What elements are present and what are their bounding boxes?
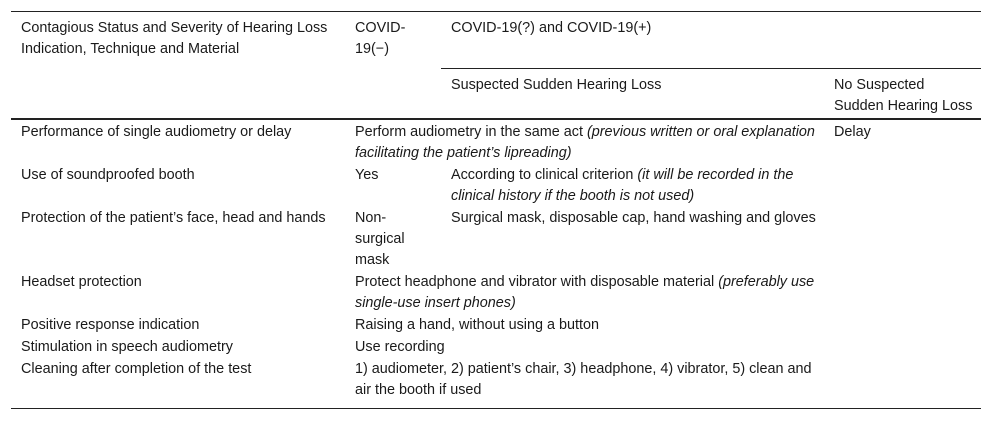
row-merged-cell: Raising a hand, without using a button bbox=[355, 317, 600, 333]
row-empty-cell bbox=[824, 337, 981, 359]
row-suspected-cell: Surgical mask, disposable cap, hand washing and gloves bbox=[451, 210, 816, 226]
row-label: Use of soundproofed booth bbox=[21, 167, 195, 183]
cell-text: Perform audiometry in the same act bbox=[355, 124, 583, 140]
row-empty-cell bbox=[824, 208, 981, 272]
row-label: Protection of the patient’s face, head and hands bbox=[21, 210, 326, 226]
row-empty-cell bbox=[824, 272, 981, 315]
row-label: Stimulation in speech audiometry bbox=[21, 339, 233, 355]
header-suspected-sudden-hearing-loss: Suspected Sudden Hearing Loss bbox=[451, 77, 662, 93]
table-body bbox=[11, 119, 981, 409]
cell-text: According to clinical criterion bbox=[451, 167, 634, 183]
table-row bbox=[11, 359, 981, 409]
row-empty-cell bbox=[824, 315, 981, 337]
row-merged-cell bbox=[345, 272, 824, 315]
table-row bbox=[11, 315, 981, 337]
table-row bbox=[11, 165, 981, 208]
row-merged-cell bbox=[345, 119, 824, 165]
row-covid-negative-cell: Non-surgical mask bbox=[355, 210, 405, 268]
row-merged-cell: Use recording bbox=[355, 339, 445, 355]
header-covid-negative: COVID-19(−) bbox=[355, 20, 406, 57]
row-merged-cell: 1) audiometer, 2) patient’s chair, 3) headphone, 4) vibrator, 5) clean and air the booth if used bbox=[355, 361, 812, 398]
table-row bbox=[11, 272, 981, 315]
table-header bbox=[11, 12, 981, 120]
table-row bbox=[11, 119, 981, 165]
row-suspected-cell bbox=[441, 165, 824, 208]
row-label: Cleaning after completion of the test bbox=[21, 361, 252, 377]
header-indication: Contagious Status and Severity of Hearing Loss Indication, Technique and Material bbox=[21, 20, 328, 57]
table-row bbox=[11, 208, 981, 272]
table-row bbox=[11, 337, 981, 359]
row-label: Performance of single audiometry or delay bbox=[21, 124, 292, 140]
row-label: Headset protection bbox=[21, 274, 142, 290]
row-covid-negative-cell: Yes bbox=[355, 167, 379, 183]
cell-note: (previous written or oral explanation facilitating the patient’s lipreading) bbox=[355, 124, 815, 161]
row-no-suspected-cell: Delay bbox=[834, 124, 871, 140]
header-no-suspected-sudden-hearing-loss: No Suspected Sudden Hearing Loss bbox=[834, 77, 973, 114]
cell-note: (it will be recorded in the clinical history if the booth is not used) bbox=[451, 167, 794, 204]
header-row bbox=[11, 12, 981, 69]
row-empty-cell bbox=[824, 359, 981, 409]
cell-note: (preferably use single-use insert phones) bbox=[355, 274, 815, 311]
row-label: Positive response indication bbox=[21, 317, 200, 333]
header-covid-suspected-positive: COVID-19(?) and COVID-19(+) bbox=[441, 12, 981, 69]
cell-text: Protect headphone and vibrator with disposable material bbox=[355, 274, 715, 290]
row-empty-cell bbox=[824, 165, 981, 208]
protocol-table bbox=[11, 11, 981, 409]
